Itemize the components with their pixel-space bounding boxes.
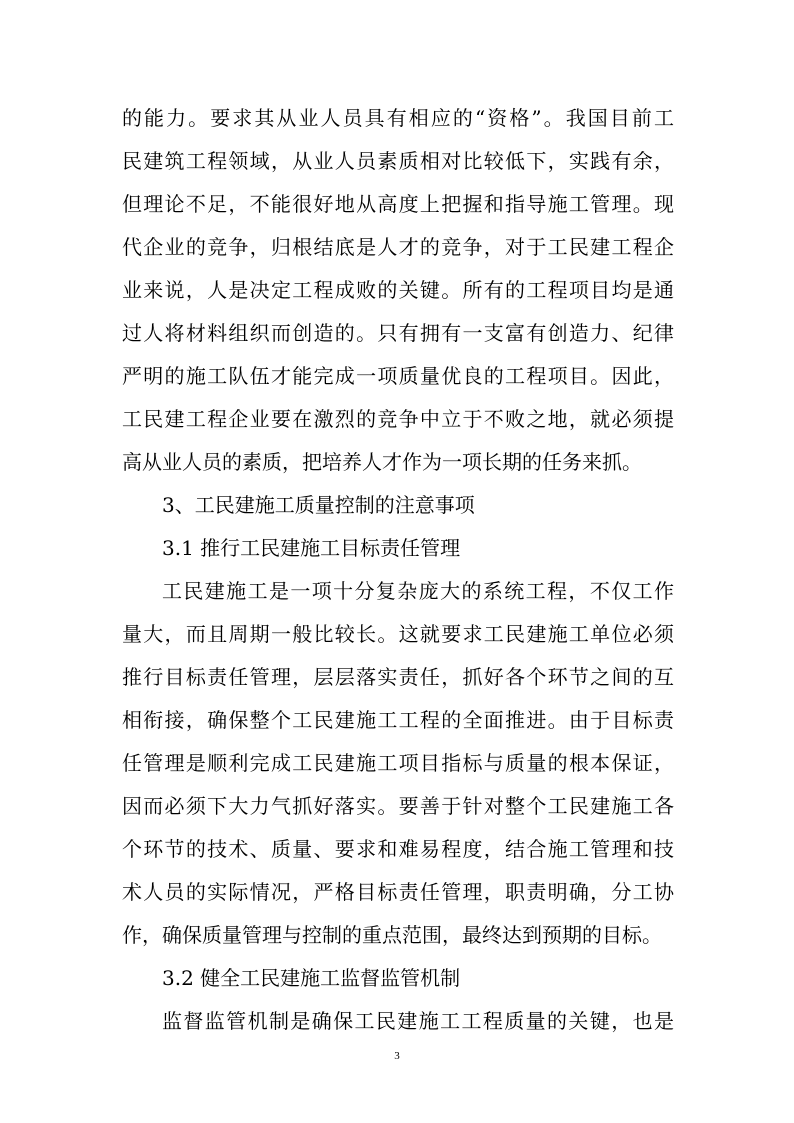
body-text-line: 民建筑工程领域，从业人员素质相对比较低下，实践有余， [122,149,674,173]
body-text-line: 严明的施工队伍才能完成一项质量优良的工程项目。因此， [122,364,674,388]
body-text-line: 量大，而且周期一般比较长。这就要求工民建施工单位必须 [122,622,674,646]
body-text-line: 推行目标责任管理，层层落实责任，抓好各个环节之间的互 [122,665,674,689]
body-text-line: 工民建工程企业要在激烈的竞争中立于不败之地，就必须提 [122,407,674,431]
body-text-line: 工民建施工是一项十分复杂庞大的系统工程，不仅工作 [162,579,674,603]
section-heading: 3、工民建施工质量控制的注意事项 [162,493,475,517]
body-text-line: 但理论不足，不能很好地从高度上把握和指导施工管理。现 [122,192,674,216]
body-text-line: 作，确保质量管理与控制的重点范围，最终达到预期的目标。 [122,923,662,947]
body-text-line: 高从业人员的素质，把培养人才作为一项长期的任务来抓。 [122,450,642,474]
body-text-line: 任管理是顺利完成工民建施工项目指标与质量的根本保证， [122,751,674,775]
body-text-line: 代企业的竞争，归根结底是人才的竞争，对于工民建工程企 [122,235,674,259]
body-text-line: 业来说，人是决定工程成败的关键。所有的工程项目均是通 [122,278,674,302]
body-text-line: 过人将材料组织而创造的。只有拥有一支富有创造力、纪律 [122,321,674,345]
page-number: 3 [394,1050,400,1062]
body-text-line: 监督监管机制是确保工民建施工工程质量的关键，也是 [162,1009,674,1033]
body-text-line: 术人员的实际情况，严格目标责任管理，职责明确，分工协 [122,880,674,904]
body-text-line: 个环节的技术、质量、要求和难易程度，结合施工管理和技 [122,837,674,861]
body-text-line: 因而必须下大力气抓好落实。要善于针对整个工民建施工各 [122,794,674,818]
subsection-heading: 3.1 推行工民建施工目标责任管理 [162,536,461,560]
subsection-heading: 3.2 健全工民建施工监督监管机制 [162,966,461,990]
body-text-line: 相衔接，确保整个工民建施工工程的全面推进。由于目标责 [122,708,674,732]
body-text-line: 的能力。要求其从业人员具有相应的“资格”。我国目前工 [122,106,674,130]
